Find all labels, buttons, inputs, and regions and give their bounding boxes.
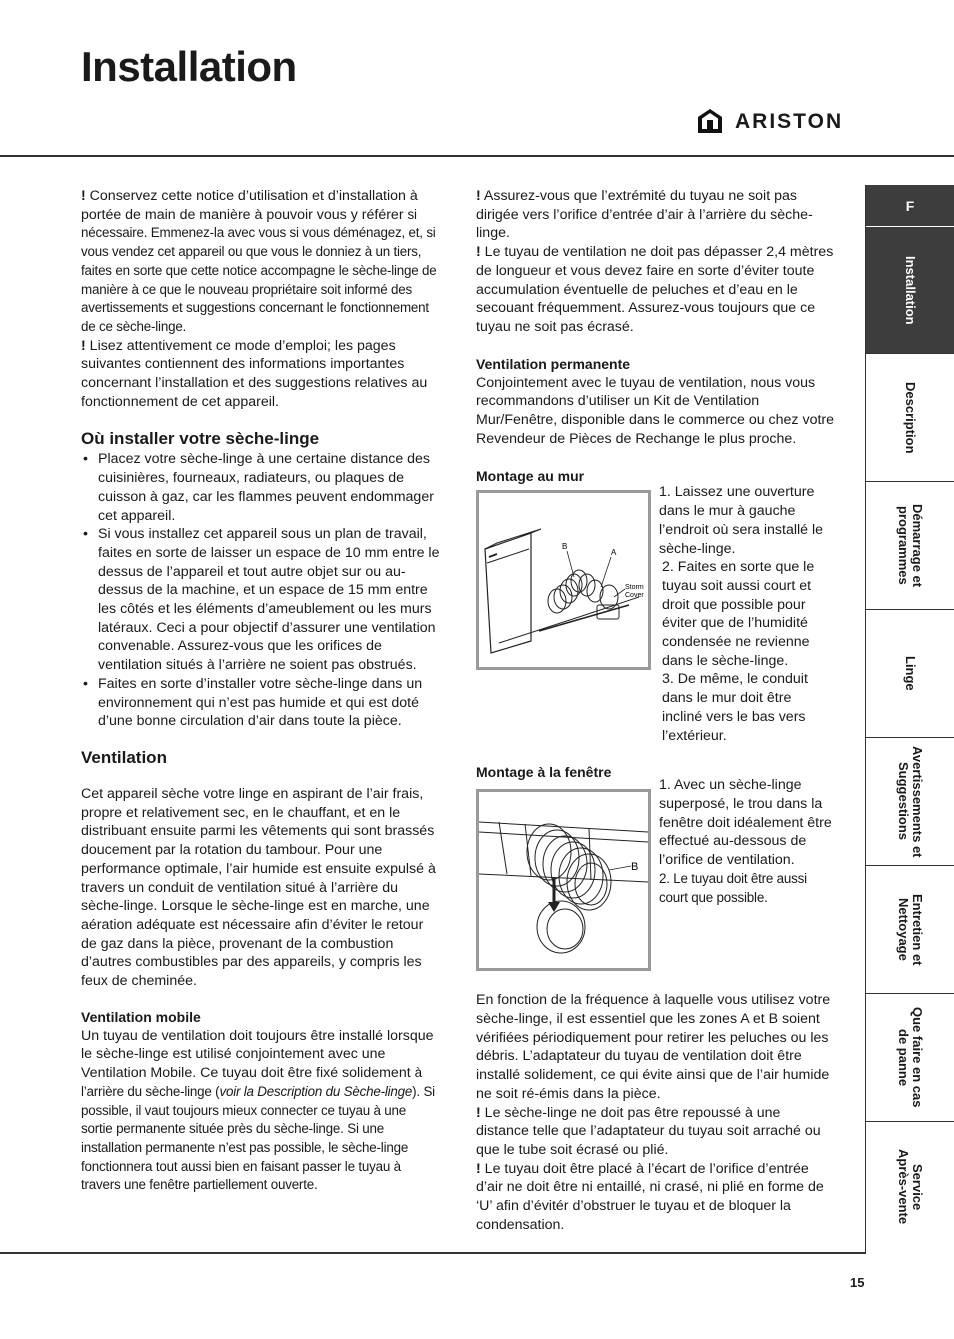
fig-label-b: B	[631, 861, 639, 874]
warning-mark: !	[476, 244, 481, 261]
sidebar-item-installation[interactable]	[866, 227, 954, 354]
hose-end-paragraph	[476, 187, 834, 243]
fig-label-storm: Storm	[625, 584, 644, 592]
wall-step-2: 2. Faites en sorte que le tuyau soit aussi court et droit que possible pour éviter que de l’humidité condensée ne revienne dans le sèche-linge.	[662, 559, 815, 669]
warning-mark: !	[81, 188, 86, 204]
sidebar-item-label: Entretien et Nettoyage	[896, 893, 925, 966]
wall-mount-figure	[476, 490, 651, 670]
sidebar-item-label: Service Après-vente	[896, 1149, 925, 1225]
fig-label-a: A	[611, 548, 617, 558]
heading-permanent-ventilation: Ventilation permanente	[476, 355, 631, 372]
window-mount-section	[476, 777, 834, 971]
push-warning-text: Le sèche-linge ne doit pas être repoussé à une distance telle que l’adaptateur du tuyau soit arraché ou que le tube soit écrasé ou plié.	[476, 1104, 821, 1158]
section-sidebar	[866, 185, 954, 1252]
brand-logo	[697, 108, 843, 134]
top-rule	[0, 155, 954, 157]
right-column	[476, 187, 834, 1234]
brand-name: ARISTON	[735, 109, 844, 133]
wall-step-1: 1. Laissez une ouverture dans le mur à gauche l’endroit où sera installé le sèche-linge.	[659, 484, 824, 557]
mobile-text-c: ). Si possible, il vaut toujours mieux connecter ce tuyau à une sortie permanente située près du sèche-linge. Si une installation permanente n’est pas possible, le sèche-linge fonctionnera tout aussi bien en faisant passer le tuyau à travers une fenêtre partiellement ouverte.	[81, 1083, 435, 1193]
sidebar-item-label: Avertissements et Suggestions	[896, 745, 925, 858]
left-column	[81, 187, 441, 1195]
intro-text-a: Conservez cette notice d’utilisation et d’installation à portée de main de manière à pouvoir vous y référer	[81, 188, 418, 223]
language-label: F	[905, 197, 915, 214]
window-mount-illustration	[479, 792, 648, 968]
mobile-text-a: Un tuyau de ventilation doit toujours être installé lorsque le sèche-linge est utilisé conjointement avec une Ventilation Mobile. Ce tuyau doit être fixé solidement	[81, 1027, 434, 1082]
intro-paragraph	[81, 187, 441, 337]
warning-mark: !	[476, 188, 481, 204]
sidebar-item-label: Que faire en cas de panne	[896, 1007, 925, 1108]
hose-length-text: Le tuyau de ventilation ne doit pas dépasser 2,4 mètres de longueur et vous devez faire en sorte d’éviter toute accumulation éventuelle de peluches et d’eau en le secouant fréquemment. Assurez-vous toujours que ce tuyau ne soit pas écrasé.	[476, 244, 834, 335]
sidebar-item-description[interactable]	[866, 354, 954, 482]
fig-label-b: B	[562, 542, 568, 552]
warning-mark: !	[476, 1160, 481, 1177]
mobile-text-b: à l’arrière du sèche-linge (	[81, 1065, 422, 1099]
permanent-text: Conjointement avec le tuyau de ventilation, nous vous recommandons d’utiliser un Kit de Ventilation Mur/Fenêtre, disponible dans le commerce ou chez votre Revendeur de Pièces de Rechange le plus proche.	[476, 374, 835, 447]
sidebar-item-label: Installation	[903, 255, 918, 325]
sidebar-item-label: Linge	[903, 656, 918, 691]
list-item: • Placez votre sèche-linge à une certaine distance des cuisinières, fourneaux, radiateurs, ou plaques de cuisson à gaz, car les flammes peuvent endommager cet appareil.	[81, 450, 441, 525]
list-item: • Faites en sorte d’installer votre sèche-linge dans un environnement qui n’est pas humide et qui est doté d’une bonne circulation d’air dans toute la pièce.	[81, 675, 441, 731]
window-step-2: 2. Le tuyau doit être aussi court que possible.	[659, 870, 807, 905]
language-tab[interactable]	[866, 185, 954, 227]
window-mount-figure	[476, 789, 651, 971]
mobile-reference: voir la Description du Sèche-linge	[219, 1083, 413, 1099]
list-item: • Si vous installez cet appareil sous un plan de travail, faites en sorte de laisser un espace de 10 mm entre le dessus de l’appareil et tout autre objet sur ou au-dessus de la machine, et un espace de 15 mm entre les côtés et les éléments d’ameublement ou les murs latéraux. Ceci a pour objectif d’assurer une ventilation convenable. Assurez-vous que les orifices de ventilation situés à l’arrière ne soient pas obstrués.	[81, 525, 441, 675]
maintenance-paragraph: En fonction de la fréquence à laquelle vous utilisez votre sèche-linge, il est essentiel que les zones A et B soient vérifiées périodiquement pour retirer les peluches ou les débris. L’adaptateur du tuyau de ventilation doit être installé solidement, ce qui évite ainsi que de l’air humide ne soit ré-émis dans la pièce.	[476, 992, 831, 1102]
read-text: Lisez attentivement ce mode d’emploi; les pages suivantes contiennent des informations importantes concernant l’installation et des suggestions relatives au fonctionnement de cet appareil.	[81, 337, 428, 410]
read-paragraph	[81, 337, 441, 412]
fig-label-cover: Cover	[625, 592, 644, 600]
house-logo-icon	[697, 108, 723, 134]
mobile-paragraph	[81, 1027, 441, 1195]
placement-warning-text: Le tuyau doit être placé à l’écart de l’orifice d’entrée d’air ne doit être ni entaillé, ni crasé, ni plié en forme de ‘U’ afin d’évitér d’obstruer le tuyau et de bloquer la condensation.	[476, 1160, 824, 1233]
sidebar-item-maintenance[interactable]	[866, 866, 954, 994]
warning-mark: !	[476, 1104, 481, 1121]
heading-window-mount: Montage à la fenêtre	[476, 764, 612, 781]
sidebar-item-laundry[interactable]	[866, 610, 954, 738]
wall-mount-section	[476, 484, 834, 745]
warning-mark: !	[81, 337, 86, 354]
page-title: Installation	[81, 43, 297, 90]
install-bullets	[81, 450, 441, 731]
wall-mount-illustration	[479, 493, 648, 667]
heading-ventilation: Ventilation	[81, 747, 167, 767]
heading-mobile-ventilation: Ventilation mobile	[81, 1008, 201, 1025]
placement-warning-paragraph	[476, 1160, 834, 1235]
hose-length-paragraph	[476, 243, 834, 337]
sidebar-item-service[interactable]	[866, 1122, 954, 1252]
page-number: 15	[850, 1275, 865, 1290]
sidebar-item-label: Démarrage et programmes	[896, 503, 925, 588]
hose-end-text: Assurez-vous que l’extrémité du tuyau ne soit pas dirigée vers l’orifice d’entrée d’air à l’arrière du sèche-linge.	[476, 188, 813, 242]
heading-where-install: Où installer votre sèche-linge	[81, 429, 320, 449]
window-mount-instructions	[659, 776, 834, 971]
wall-mount-instructions	[659, 483, 834, 745]
sidebar-item-label: Description	[903, 381, 918, 454]
intro-text-b: si nécessaire. Emmenez-la avec vous si vous déménagez, et, si vous vendez cet appareil ou que vous le donniez à un tiers, faites en sorte que cette notice accompagne le sèche-linge de manière à ce que le nouveau propriétaire soit informé des avertissements et suggestions concernant le fonctionnement de ce sèche-linge.	[81, 206, 437, 334]
sidebar-item-troubleshooting[interactable]	[866, 994, 954, 1122]
wall-step-3: 3. De même, le conduit dans le mur doit être incliné vers le bas vers l’extérieur.	[662, 671, 808, 744]
push-warning-paragraph	[476, 1104, 834, 1160]
sidebar-item-startup-programs[interactable]	[866, 482, 954, 610]
bottom-rule	[0, 1252, 866, 1254]
heading-wall-mount: Montage au mur	[476, 468, 585, 485]
window-step-1: 1. Avec un sèche-linge superposé, le trou dans la fenêtre doit idéalement être effectué au-dessous de l’orifice de ventilation.	[659, 777, 832, 869]
sidebar-item-warnings[interactable]	[866, 738, 954, 866]
ventilation-text: Cet appareil sèche votre linge en aspirant de l’air frais, propre et relativement sec, en le chauffant, et en le distribuant ensuite parmi les vêtements qui sont brassés doucement par la rotation du tambour. Pour une performance optimale, l’air humide est ensuite expulsé à travers un conduit de ventilation situé à l’arrière du sèche-linge. Lorsque le sèche-linge est en marche, une aération adéquate est nécessaire afin d’éviter le retour de gaz dans la pièce, provenant de la combustion d’autres combustibles par des appareils, y compris les feux de cheminée.	[81, 785, 436, 990]
